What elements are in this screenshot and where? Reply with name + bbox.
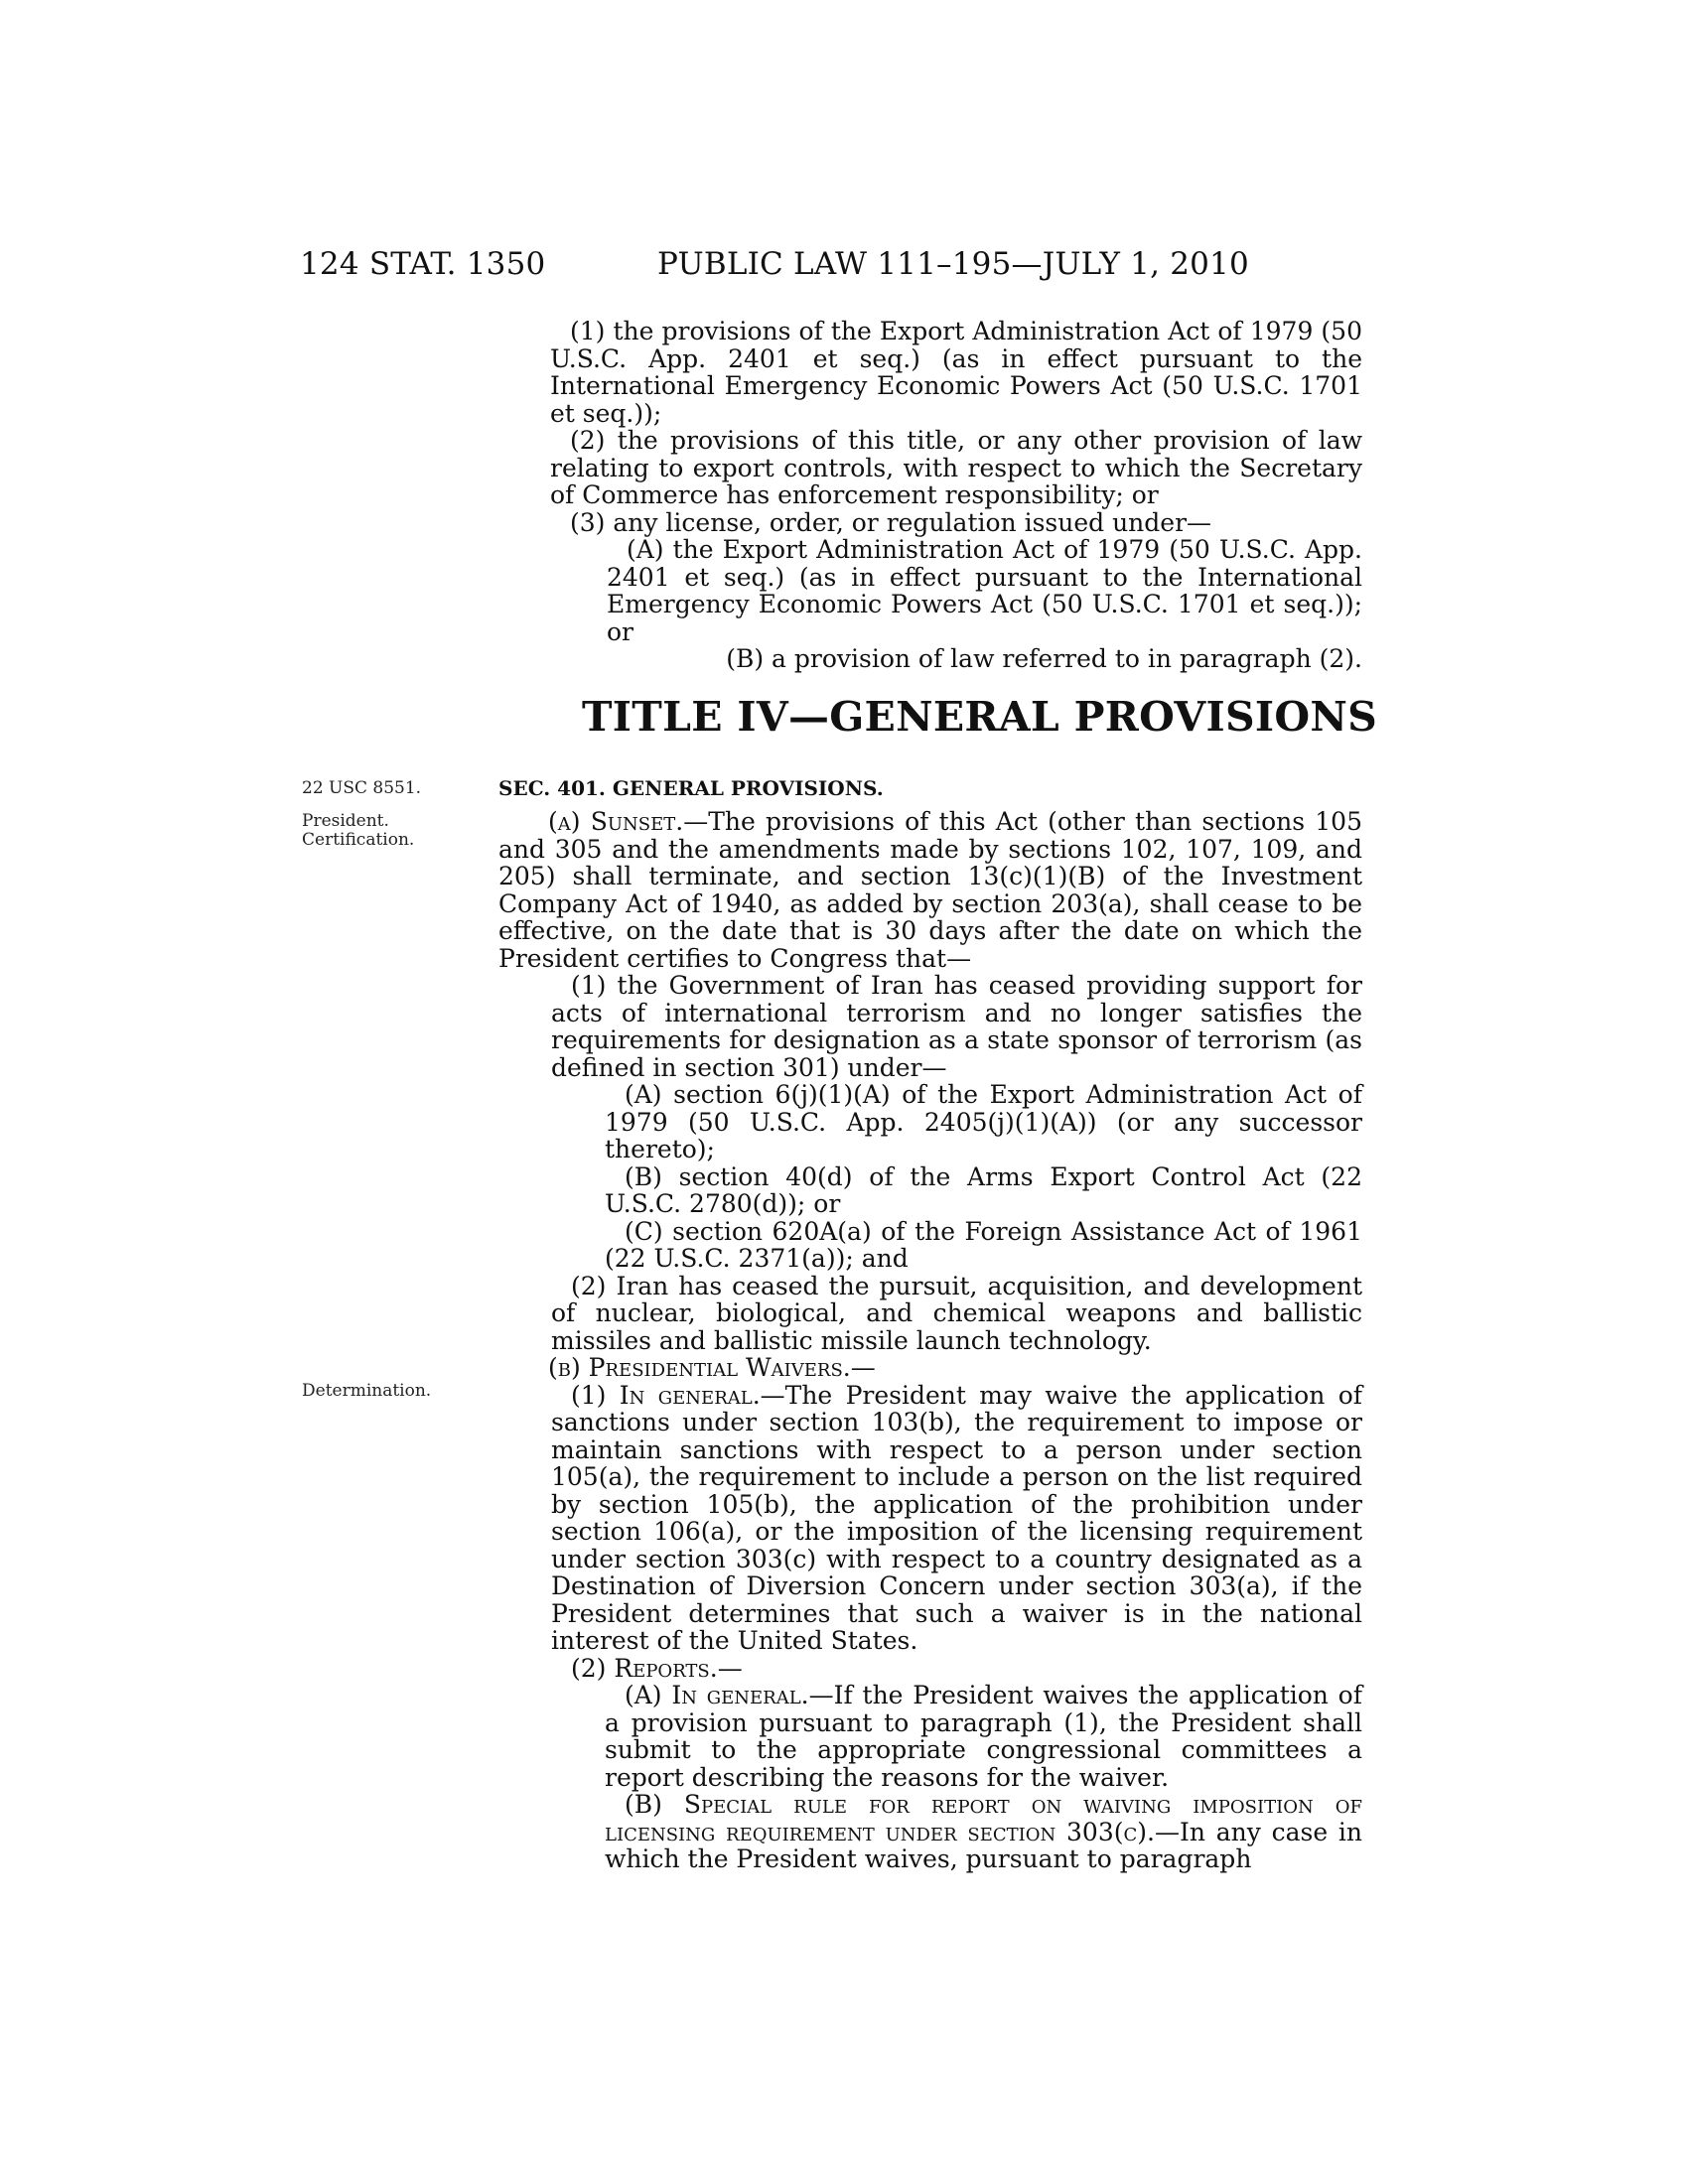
margin-note-determination: Determination. <box>302 1381 432 1401</box>
paragraph-b2B-label: (B) Special rule for report on waiving imposition of licensing requirement under section 303(c). <box>605 1790 1362 1846</box>
paragraph-b2-heading: (2) Reports.— <box>571 1653 743 1683</box>
paragraph-a2: (2) Iran has ceased the pursuit, acquisition, and development of nuclear, biological, and chemical weapons and ballistic missiles and ballistic missile launch technology. <box>551 1271 1362 1355</box>
provision-3: (3) any license, order, or regulation issued under— <box>570 507 1212 537</box>
paragraph-a1B: (B) section 40(d) of the Arms Export Control Act (22 U.S.C. 2780(d)); or <box>605 1161 1362 1218</box>
subsection-a <box>498 808 1362 972</box>
provision-3A: (A) the Export Administration Act of 1979 (50 U.S.C. App. 2401 et seq.) (as in effect pursuant to the International Emergency Economic Powers Act (50 U.S.C. 1701 et seq.)); or <box>607 535 1362 646</box>
paragraph-b1-label: (1) In general. <box>571 1380 761 1410</box>
section-heading: SEC. 401. GENERAL PROVISIONS. <box>498 776 884 800</box>
top-provisions-block <box>550 318 1362 673</box>
paragraph-b2B-text: —In any case in which the President waives, pursuant to paragraph <box>605 1817 1363 1873</box>
paragraph-a1A: (A) section 6(j)(1)(A) of the Export Administration Act of 1979 (50 U.S.C. App. 2405(j)(1)(A)) (or any successor thereto); <box>605 1080 1362 1163</box>
margin-note-president: President. <box>302 811 389 831</box>
paragraph-a1: (1) the Government of Iran has ceased providing support for acts of international terrorism and no longer satisfies the requirements for designation as a state sponsor of terrorism (as defined in section 301) under— <box>551 971 1362 1082</box>
paragraph-b2B <box>498 1791 1362 1873</box>
provision-2: (2) the provisions of this title, or any other provision of law relating to export controls, with respect to which the Secretary of Commerce has enforcement responsibility; or <box>550 426 1362 509</box>
paragraph-b2A-text: —If the President waives the application of a provision pursuant to paragraph (1), the President shall submit to the appropriate congressional committees a report describing the reasons for the waiver. <box>605 1681 1362 1792</box>
provision-1: (1) the provisions of the Export Administration Act of 1979 (50 U.S.C. App. 2401 et seq.) (as in effect pursuant to the International Emergency Economic Powers Act (50 U.S.C. 1701 et seq.)); <box>550 317 1362 428</box>
title-heading: TITLE IV—GENERAL PROVISIONS <box>582 693 1378 741</box>
margin-note-certification: Certification. <box>302 830 415 850</box>
paragraph-a1C: (C) section 620A(a) of the Foreign Assistance Act of 1961 (22 U.S.C. 2371(a)); and <box>605 1216 1362 1273</box>
paragraph-b2A <box>498 1682 1362 1791</box>
paragraph-b2A-label: (A) In general. <box>625 1681 809 1709</box>
paragraph-b1 <box>498 1382 1362 1655</box>
paragraph-b1-text: —The President may waive the application of sanctions under section 103(b), the requirement to impose or maintain sanctions with respect to a person under section 105(a), the requirement to include a person on the list required by section 105(b), the application of the prohibition under section 106(a), or the imposition of the licensing requirement under section 303(c) with respect to a country designated as a Destination of Diversion Concern under section 303(a), if the President determines that such a waiver is in the national interest of the United States. <box>551 1380 1363 1655</box>
margin-note-usc: 22 USC 8551. <box>302 778 422 798</box>
running-header: PUBLIC LAW 111–195—JULY 1, 2010 <box>657 246 1249 282</box>
provision-3B: (B) a provision of law referred to in paragraph (2). <box>726 644 1362 673</box>
subsection-a-text: —The provisions of this Act (other than sections 105 and 305 and the amendments made by sections 102, 107, 109, and 205) shall terminate, and section 13(c)(1)(B) of the Investment Company Act of 1940, as added by section 203(a), shall cease to be effective, on the date that is 30 days after the date on which the President certifies to Congress that— <box>498 807 1362 973</box>
subsection-b-heading: (b) Presidential Waivers.— <box>548 1353 876 1382</box>
subsection-a-label: (a) Sunset. <box>548 807 684 836</box>
page-stat-number: 124 STAT. 1350 <box>300 246 546 282</box>
section-401-body <box>498 808 1362 1873</box>
